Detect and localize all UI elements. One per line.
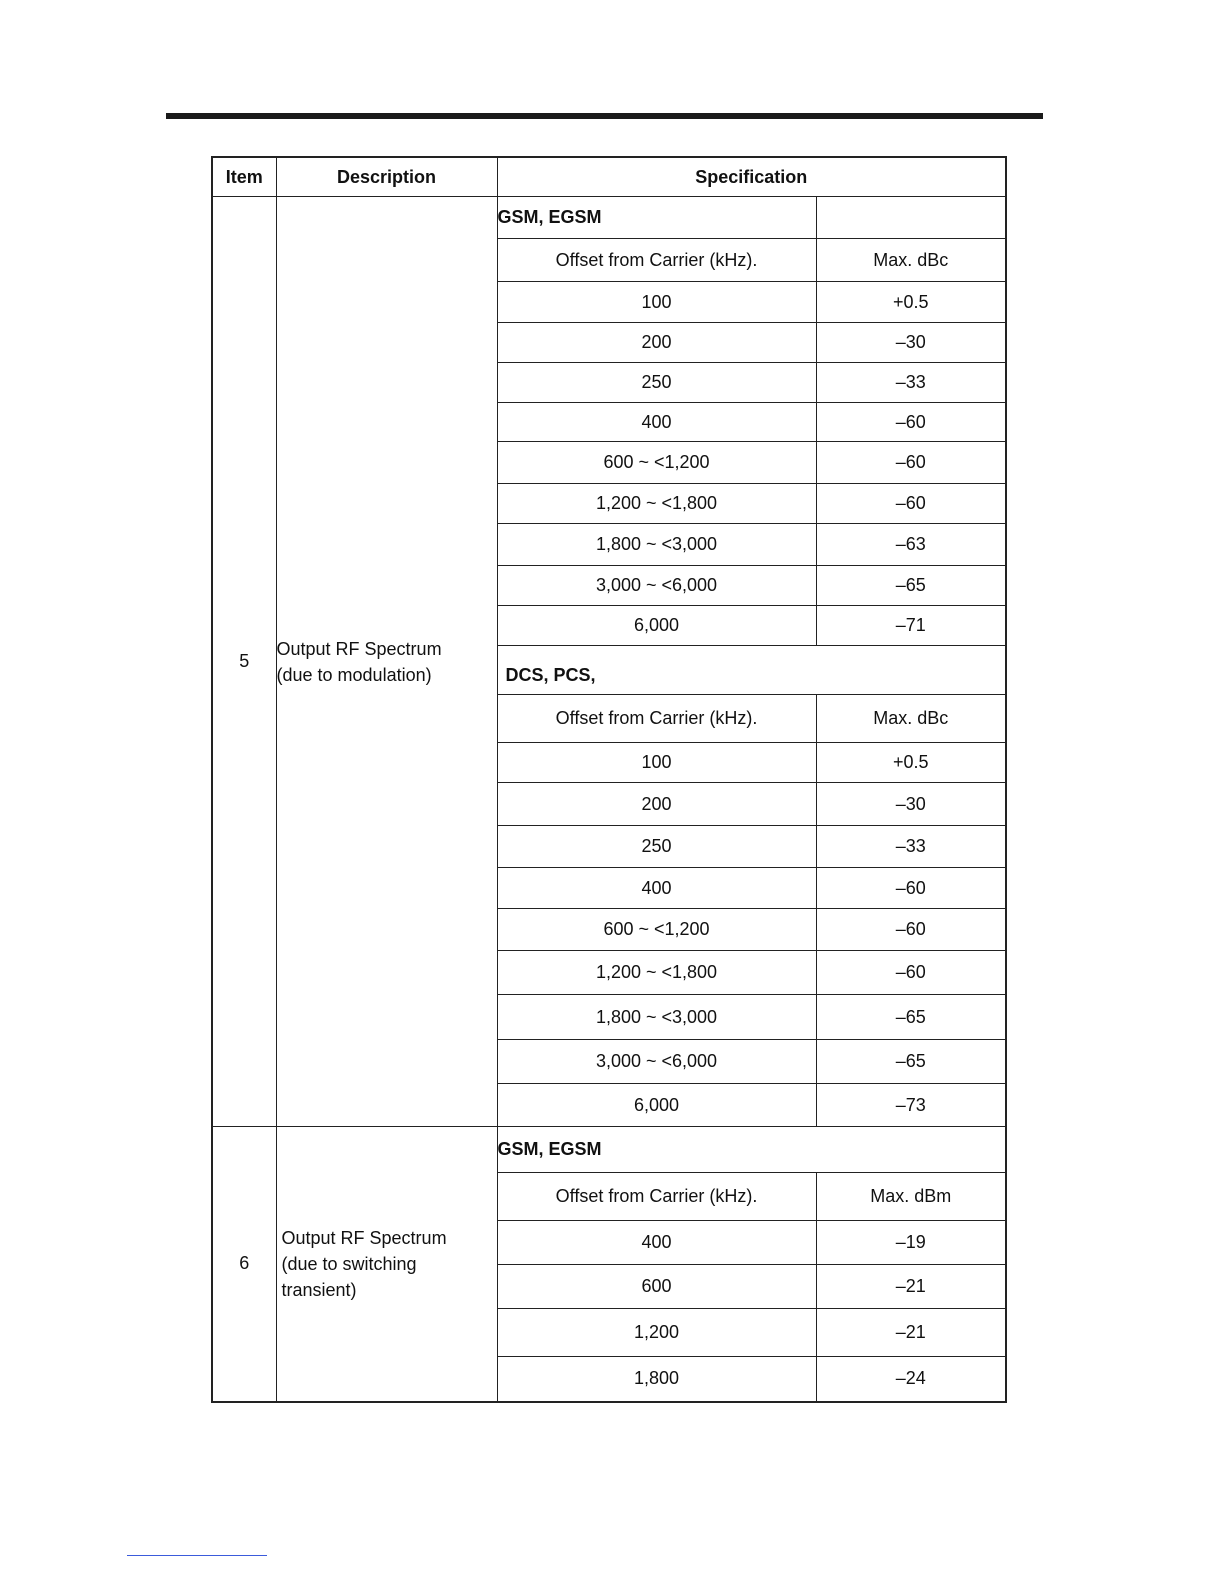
- offset-cell: 400: [497, 868, 816, 909]
- max-cell: –60: [816, 951, 1006, 995]
- max-cell: –71: [816, 606, 1006, 646]
- header-row: [212, 157, 1006, 197]
- offset-cell: 200: [497, 323, 816, 363]
- max-cell: +0.5: [816, 282, 1006, 323]
- group-title: DCS, PCS,: [497, 646, 1006, 695]
- header-description: Description: [276, 157, 497, 197]
- item-description: Output RF Spectrum (due to switching transient): [276, 1127, 497, 1402]
- offset-cell: 6,000: [497, 1084, 816, 1127]
- footer-link-underline[interactable]: [127, 1555, 267, 1556]
- max-cell: –30: [816, 783, 1006, 826]
- top-rule: [166, 113, 1043, 119]
- offset-cell: 400: [497, 403, 816, 442]
- max-cell: –19: [816, 1221, 1006, 1265]
- offset-cell: 400: [497, 1221, 816, 1265]
- offset-cell: 1,800 ~ <3,000: [497, 524, 816, 566]
- max-cell: –60: [816, 403, 1006, 442]
- offset-cell: 250: [497, 363, 816, 403]
- group-title: GSM, EGSM: [497, 197, 816, 239]
- offset-cell: 1,800 ~ <3,000: [497, 995, 816, 1040]
- max-cell: –73: [816, 1084, 1006, 1127]
- max-cell: –21: [816, 1265, 1006, 1309]
- offset-cell: 6,000: [497, 606, 816, 646]
- max-cell: –65: [816, 566, 1006, 606]
- max-cell: –65: [816, 1040, 1006, 1084]
- offset-cell: 200: [497, 783, 816, 826]
- offset-cell: 100: [497, 743, 816, 783]
- offset-cell: 3,000 ~ <6,000: [497, 566, 816, 606]
- offset-cell: 600: [497, 1265, 816, 1309]
- max-cell: –33: [816, 826, 1006, 868]
- offset-cell: 600 ~ <1,200: [497, 442, 816, 484]
- offset-cell: 250: [497, 826, 816, 868]
- offset-cell: 1,200: [497, 1309, 816, 1357]
- max-cell: –65: [816, 995, 1006, 1040]
- table-row: [212, 1127, 1006, 1173]
- max-cell: –63: [816, 524, 1006, 566]
- max-cell: –60: [816, 868, 1006, 909]
- header-specification: Specification: [497, 157, 1006, 197]
- col-max-label: Max. dBc: [816, 695, 1006, 743]
- col-offset-label: Offset from Carrier (kHz).: [497, 1173, 816, 1221]
- max-cell: –33: [816, 363, 1006, 403]
- offset-cell: 600 ~ <1,200: [497, 909, 816, 951]
- offset-cell: 3,000 ~ <6,000: [497, 1040, 816, 1084]
- col-offset-label: Offset from Carrier (kHz).: [497, 695, 816, 743]
- item-description: Output RF Spectrum (due to modulation): [276, 197, 497, 1127]
- item-number: 6: [212, 1127, 276, 1402]
- col-max-label: Max. dBc: [816, 239, 1006, 282]
- col-max-label: Max. dBm: [816, 1173, 1006, 1221]
- max-cell: +0.5: [816, 743, 1006, 783]
- col-offset-label: Offset from Carrier (kHz).: [497, 239, 816, 282]
- offset-cell: 1,800: [497, 1357, 816, 1402]
- item-number: 5: [212, 197, 276, 1127]
- table-row: [212, 197, 1006, 239]
- max-cell: –60: [816, 484, 1006, 524]
- max-cell: –30: [816, 323, 1006, 363]
- max-cell: –21: [816, 1309, 1006, 1357]
- spec-table: [211, 156, 1007, 1403]
- offset-cell: 1,200 ~ <1,800: [497, 951, 816, 995]
- offset-cell: 100: [497, 282, 816, 323]
- empty-cell: [816, 197, 1006, 239]
- max-cell: –60: [816, 442, 1006, 484]
- group-title: GSM, EGSM: [497, 1127, 1006, 1173]
- offset-cell: 1,200 ~ <1,800: [497, 484, 816, 524]
- max-cell: –24: [816, 1357, 1006, 1402]
- header-item: Item: [212, 157, 276, 197]
- max-cell: –60: [816, 909, 1006, 951]
